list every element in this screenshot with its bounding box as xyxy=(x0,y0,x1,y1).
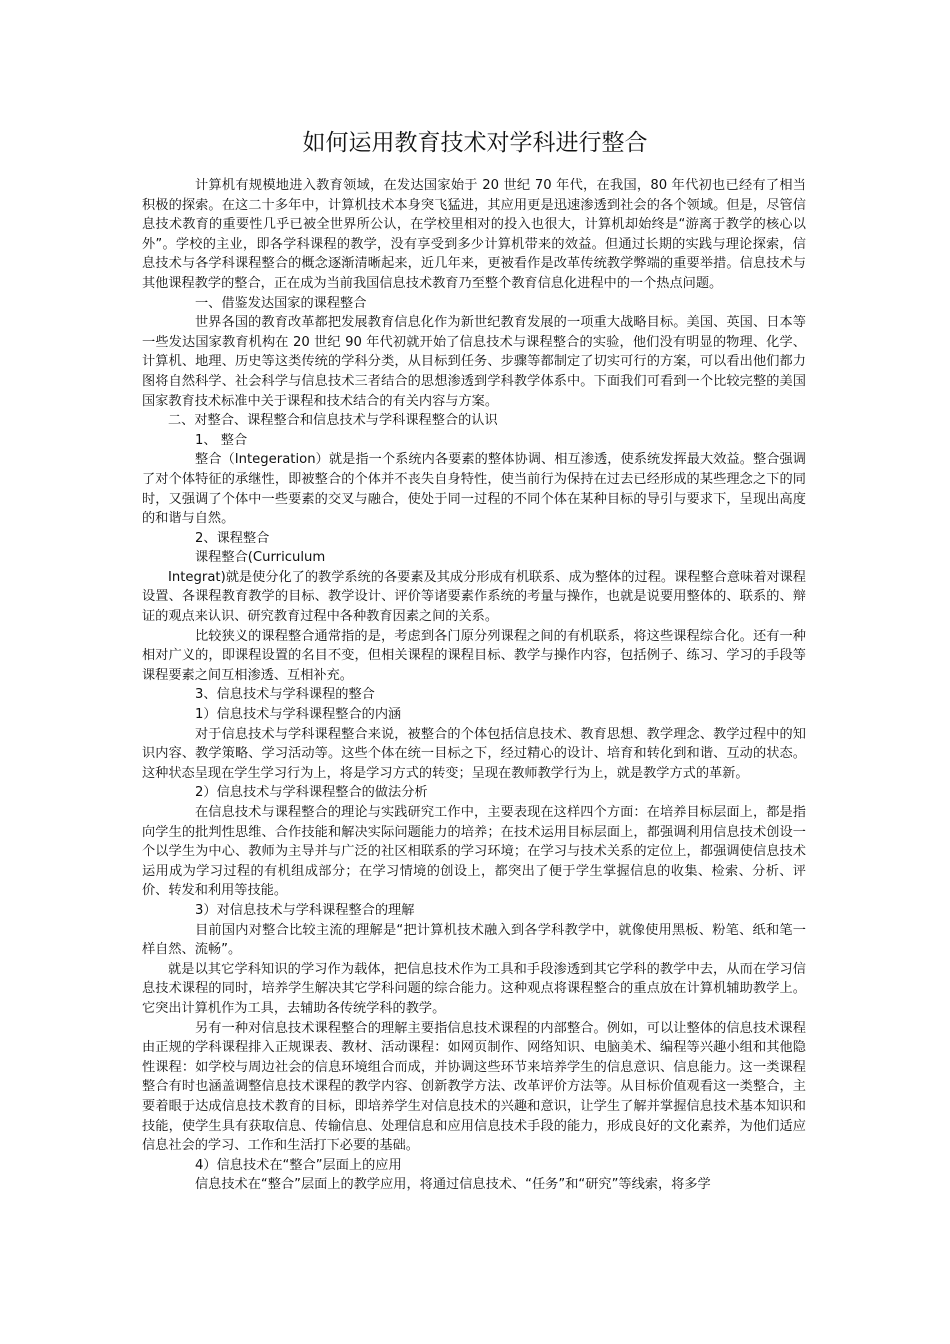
paragraph: 3）对信息技术与学科课程整合的理解 xyxy=(195,902,415,918)
paragraph: 4）信息技术在“整合”层面上的应用 xyxy=(195,1157,402,1173)
paragraph: 2）信息技术与学科课程整合的做法分析 xyxy=(195,785,428,801)
paragraph: 课程整合(Curriculum xyxy=(195,550,326,566)
paragraph: 2、课程整合 xyxy=(195,530,270,546)
paragraph: 3、信息技术与学科课程的整合 xyxy=(195,687,375,703)
paragraph: 二、对整合、课程整合和信息技术与学科课程整合的认识 xyxy=(168,413,498,429)
paragraph: 在信息技术与课程整合的理论与实践研究工作中，主要表现在这样四个方面：在培养目标层面上，都是指向学生的批判性思维、合作技能和解决实际问题能力的培养；在技术运用目标层面上，都强调利用信息技术创设一个以学生为中心、教师为主导并与广泛的社区相联系的学习环境；在学习与技术关系的定位上，都强调使信息技术运用成为学习过程的有机组成部分；在学习情境的创设上，都突出了便于学生掌握信息的收集、检索、分析、评价、转发和利用等技能。 xyxy=(142,805,806,899)
paragraph: 目前国内对整合比较主流的理解是“把计算机技术融入到各学科教学中，就像使用黑板、粉笔、纸和笔一样自然、流畅”。 xyxy=(142,922,806,958)
document-title: 如何运用教育技术对学科进行整合 xyxy=(302,130,648,156)
paragraph: 对于信息技术与学科课程整合来说，被整合的个体包括信息技术、教育思想、教学理念、教学过程中的知识内容、教学策略、学习活动等。这些个体在统一目标之下，经过精心的设计、培育和转化到和谐、互动的状态。这种状态呈现在学生学习行为上，将是学习方式的转变；呈现在教师教学行为上，就是教学方式的革新。 xyxy=(142,726,806,781)
document-body xyxy=(142,176,806,1195)
paragraph: Integrat)就是使分化了的教学系统的各要素及其成分形成有机联系、成为整体的过程。课程整合意味着对课程设置、各课程教育教学的目标、教学设计、评价等诸要素作系统的考量与操作，也就是说要用整体的、联系的、辩证的观点来认识、研究教育过程中各种教育因素之间的关系。 xyxy=(142,569,806,625)
paragraph: 1）信息技术与学科课程整合的内涵 xyxy=(195,707,402,723)
paragraph: 世界各国的教育改革都把发展教育信息化作为新世纪教育发展的一项重大战略目标。美国、英国、日本等一些发达国家教育机构在 20 世纪 90 年代初就开始了信息技术与课程整合的实验，他们没有明显的物理、化学、计算机、地理、历史等这类传统的学科分类，从目标到任务、步骤等都制定了切实可行的方案，可以看出他们都力图将自然科学、社会科学与信息技术三者结合的思想渗透到学科教学体系中。下面我们可看到一个比较完整的美国国家教育技术标准中关于课程和技术结合的有关内容与方案。 xyxy=(142,315,806,409)
paragraph: 1、 整合 xyxy=(195,432,248,448)
paragraph: 比较狭义的课程整合通常指的是，考虑到各门原分列课程之间的有机联系，将这些课程综合化。还有一种相对广义的，即课程设置的名目不变，但相关课程的课程目标、教学与操作内容，包括例子、练习、学习的手段等课程要素之间互相渗透、互相补充。 xyxy=(142,628,806,683)
paragraph: 整合（Integeration）就是指一个系统内各要素的整体协调、相互渗透，使系统发挥最大效益。整合强调了对个体特征的承继性，即被整合的个体并不丧失自身特性，使当前行为保持在过去已经形成的某些理念之下的同时，又强调了个体中一些要素的交叉与融合，使处于同一过程的不同个体在某种目标的导引与要求下，呈现出高度的和谐与自然。 xyxy=(142,452,806,527)
paragraph: 计算机有规模地进入教育领域，在发达国家始于 20 世纪 70 年代，在我国，80 年代初也已经有了相当积极的探索。在这二十多年中，计算机技术本身突飞猛进，其应用更是迅速渗透到社会的各个领域。但是，尽管信息技术教育的重要性几乎已被全世界所公认，在学校里相对的投入也很大，计算机却始终是“游离于教学的核心以外”。学校的主业，即各学科课程的教学，没有享受到多少计算机带来的效益。但通过长期的实践与理论探索，信息技术与各学科课程整合的概念逐渐清晰起来，近几年来，更被看作是改革传统教学弊端的重要举措。信息技术与其他课程教学的整合，正在成为当前我国信息技术教育乃至整个教育信息化进程中的一个热点问题。 xyxy=(142,178,806,291)
paragraph: 信息技术在“整合”层面上的教学应用，将通过信息技术、“任务”和“研究”等线索，将多学 xyxy=(195,1177,711,1193)
paragraph: 另有一种对信息技术课程整合的理解主要指信息技术课程的内部整合。例如，可以让整体的信息技术课程由正规的学科课程排入正规课表、教材、活动课程：如网页制作、网络知识、电脑美术、编程等兴趣小组和其他隐性课程：如学校与周边社会的信息环境组合而成，并协调这些环节来培养学生的信息意识、信息能力。这一类课程整合有时也涵盖调整信息技术课程的教学内容、创新教学方法、改革评价方法等。从目标价值观看这一类整合，主要着眼于达成信息技术教育的目标，即培养学生对信息技术的兴趣和意识，让学生了解并掌握信息技术基本知识和技能，使学生具有获取信息、传输信息、处理信息和应用信息技术手段的能力，形成良好的文化素养，为他们适应信息社会的学习、工作和生活打下必要的基础。 xyxy=(142,1020,806,1154)
paragraph: 就是以其它学科知识的学习作为载体，把信息技术作为工具和手段渗透到其它学科的教学中去，从而在学习信息技术课程的同时，培养学生解决其它学科问题的综合能力。这种观点将课程整合的重点放在计算机辅助教学上。它突出计算机作为工具，去辅助各传统学科的教学。 xyxy=(142,961,806,1016)
paragraph: 一、借鉴发达国家的课程整合 xyxy=(195,295,367,311)
